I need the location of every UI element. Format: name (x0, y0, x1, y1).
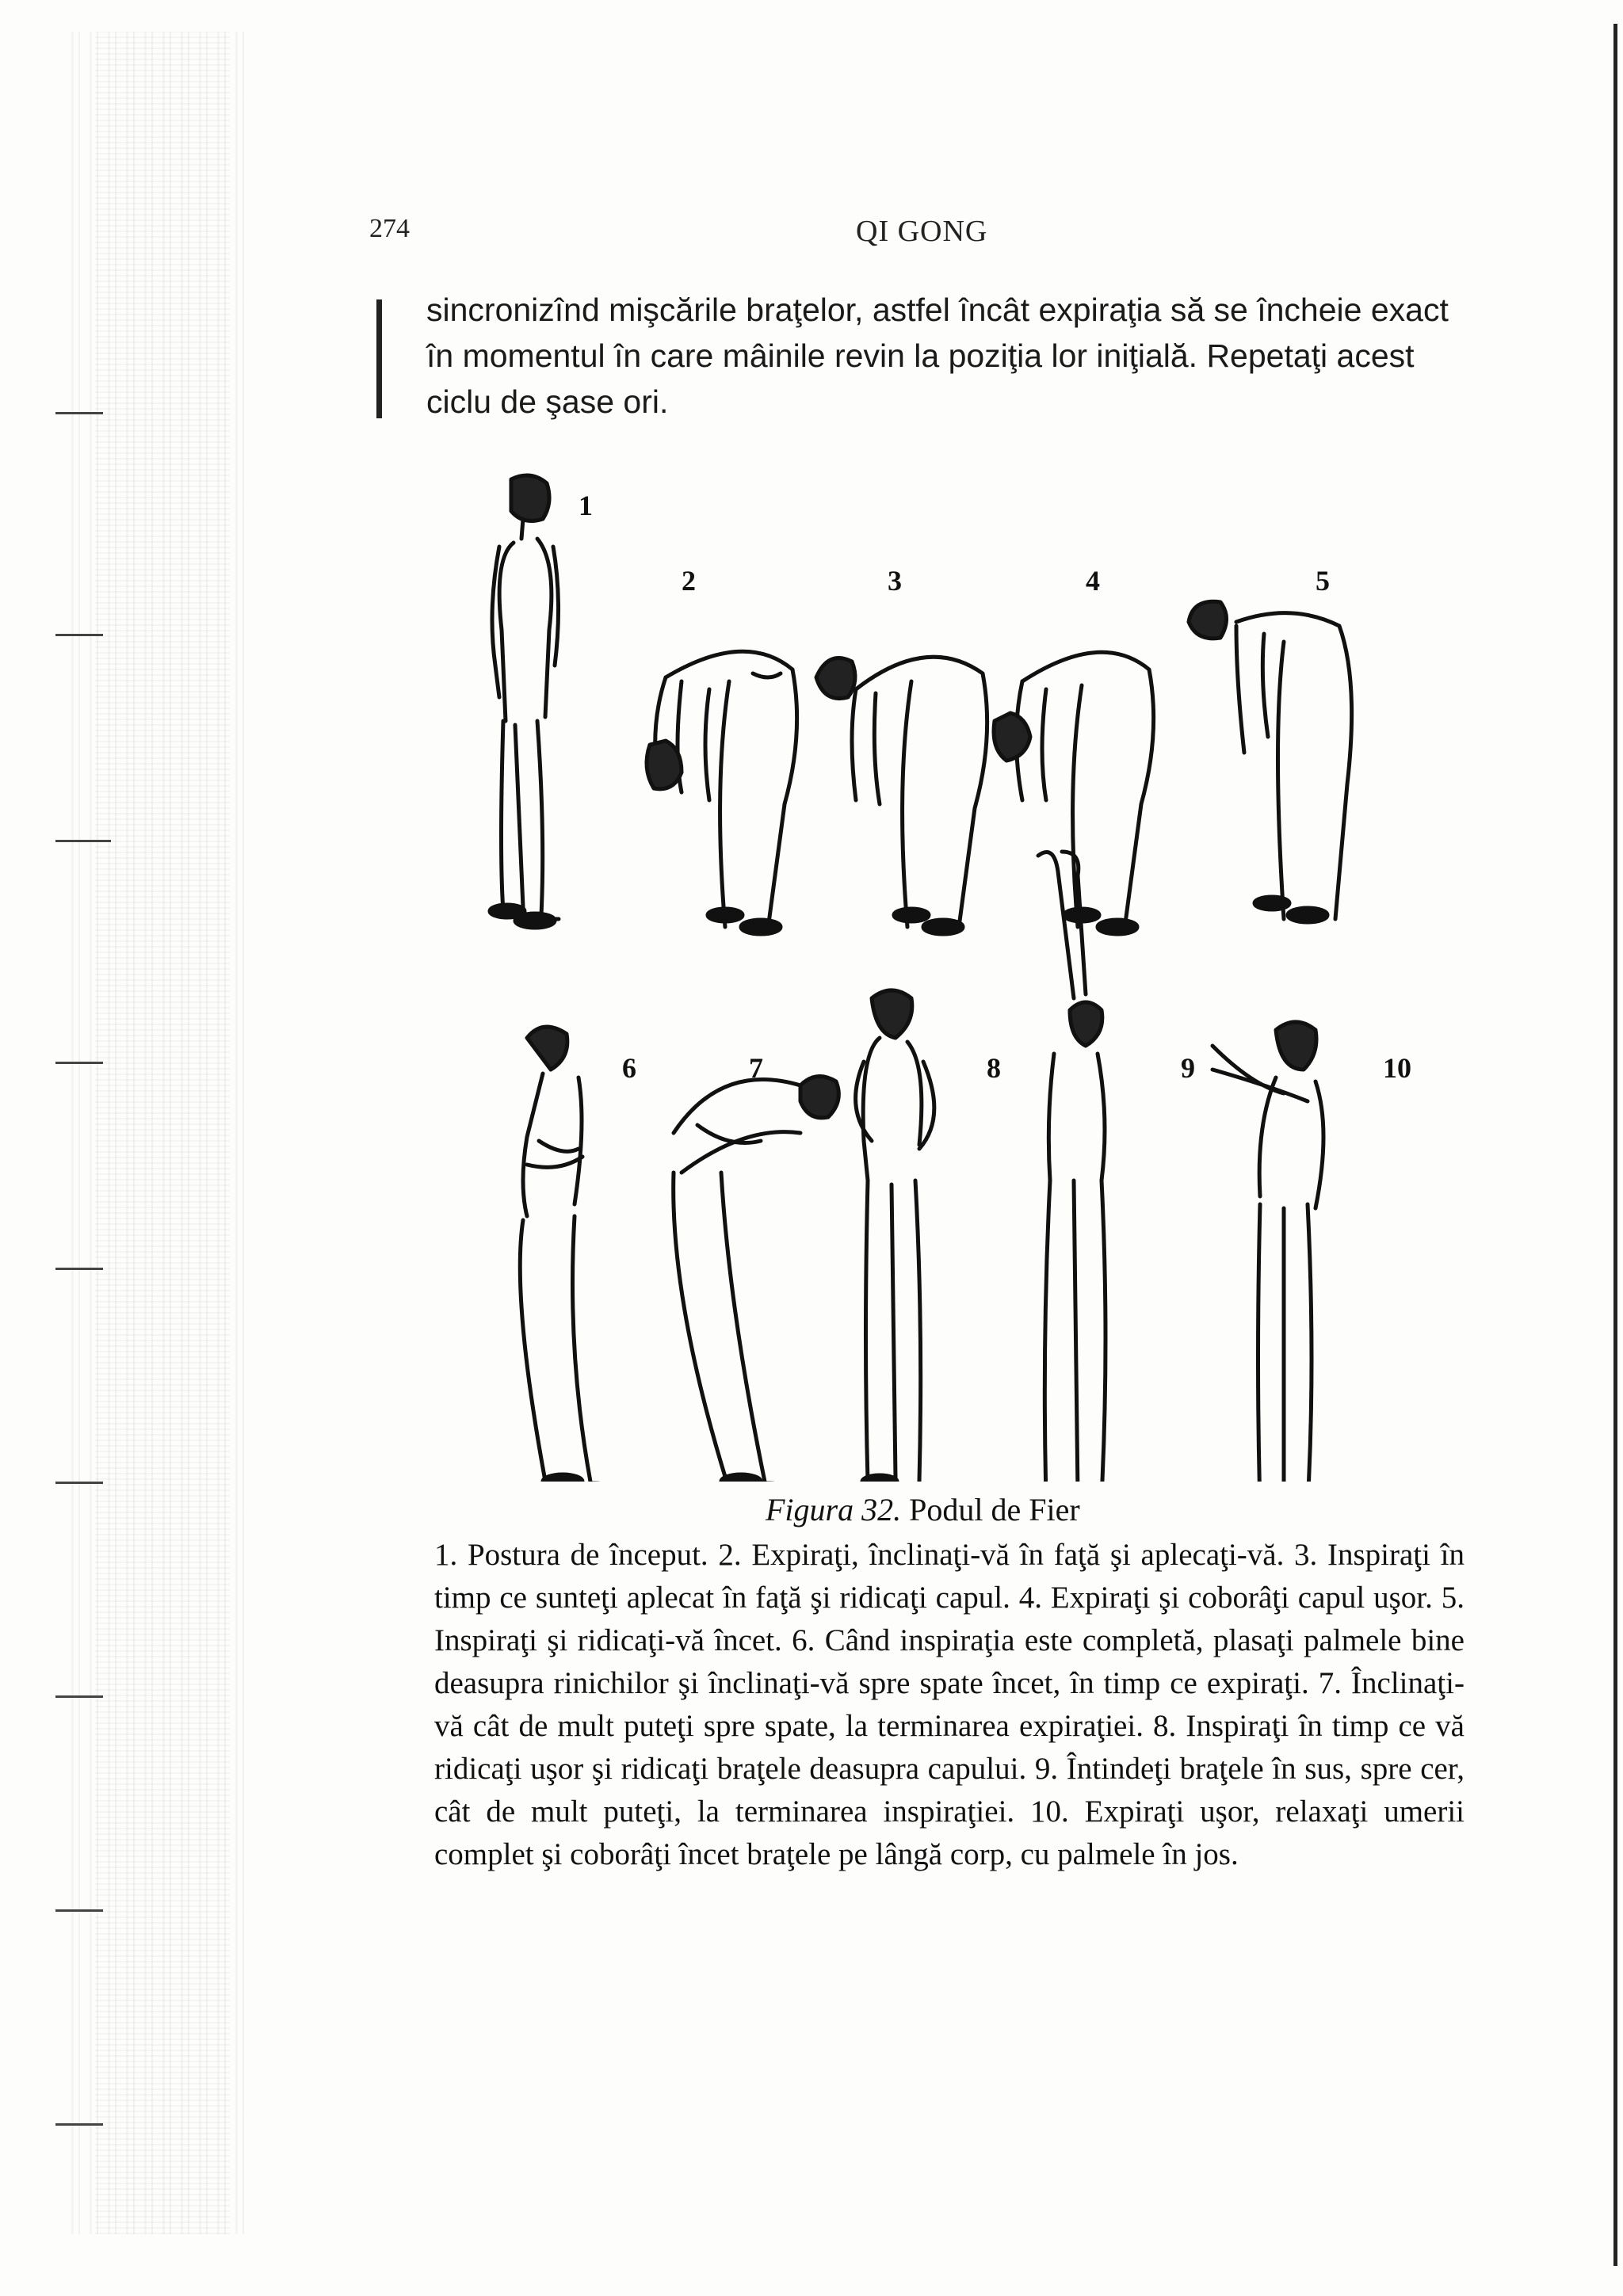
figure-label-6: 6 (622, 1052, 636, 1084)
figure-caption-name: Podul de Fier (909, 1492, 1080, 1527)
figure-label-7: 7 (749, 1052, 763, 1084)
figure-label-10: 10 (1383, 1052, 1411, 1084)
pose-7-deep-lean-back (674, 1077, 839, 1482)
pose-10-arms-forward (1212, 1022, 1323, 1482)
figure-label-3: 3 (888, 565, 902, 597)
scan-mark (55, 1695, 103, 1698)
pose-2-bent-forward (647, 651, 797, 934)
margin-bar (376, 299, 382, 418)
intro-paragraph: sincronizînd mişcările braţelor, astfel încât expiraţia să se încheie exact în momentul în care mâinile revin la poziţia lor iniţială. Repetaţi acest ciclu de şase ori. (426, 292, 1449, 420)
scan-mark (55, 1909, 103, 1912)
page-right-edge (1613, 24, 1617, 2266)
figure-caption-body: 1. Postura de început. 2. Expiraţi, înclinaţi-vă în faţă şi aplecaţi-vă. 3. Inspiraţi în timp ce sunteţi aplecat în faţă şi ridicaţi capul. 4. Expiraţi şi coborâţi capul uşor. 5. Inspiraţi şi ridicaţi-vă încet. 6. Când inspiraţia este completă, plasaţi palmele bine deasupra rinichilor şi înclinaţi-vă spre spate încet, în timp ce expiraţi. 7. Înclinaţi-vă cât de mult puteţi spre spate, la terminarea expiraţiei. 8. Inspiraţi în timp ce vă ridicaţi uşor şi ridicaţi braţele deasupra capului. 9. Întindeţi braţele în sus, spre cer, cât de mult puteţi, la terminarea inspiraţiei. 10. Expiraţi uşor, relaxaţi umerii complet şi coborâţi încet braţele pe lângă corp, cu palmele în jos. (434, 1538, 1465, 1871)
scan-mark (55, 2123, 103, 2126)
scan-mark (55, 1062, 103, 1064)
scan-mark (55, 1482, 103, 1484)
exercise-figure (444, 452, 1537, 1482)
scan-binding-texture (95, 32, 230, 2234)
scan-mark (55, 1268, 103, 1270)
figure-caption-title (766, 1491, 1080, 1528)
pose-3-bent-head-up (816, 657, 987, 934)
pose-5-rising (1189, 601, 1352, 922)
pose-6-lean-back (520, 1027, 612, 1482)
scan-mark (55, 634, 103, 636)
figure-label-2: 2 (682, 565, 696, 597)
pose-8-rise-look-up (856, 990, 935, 1482)
figure-label-8: 8 (987, 1052, 1001, 1084)
scan-mark (55, 840, 111, 842)
pose-9-arms-up (1038, 852, 1113, 1482)
figure-label-1: 1 (579, 490, 593, 521)
figure-label-4: 4 (1086, 565, 1100, 597)
running-title: QI GONG (856, 215, 988, 248)
pose-1-standing (490, 475, 559, 928)
exercise-illustration (444, 452, 1537, 1482)
scan-mark (55, 412, 103, 414)
figure-label-5: 5 (1316, 565, 1330, 597)
pose-4-head-lowered (994, 652, 1154, 934)
figure-label-9: 9 (1181, 1052, 1195, 1084)
figure-caption-prefix: Figura 32. (766, 1492, 902, 1527)
page-number: 274 (369, 214, 410, 243)
